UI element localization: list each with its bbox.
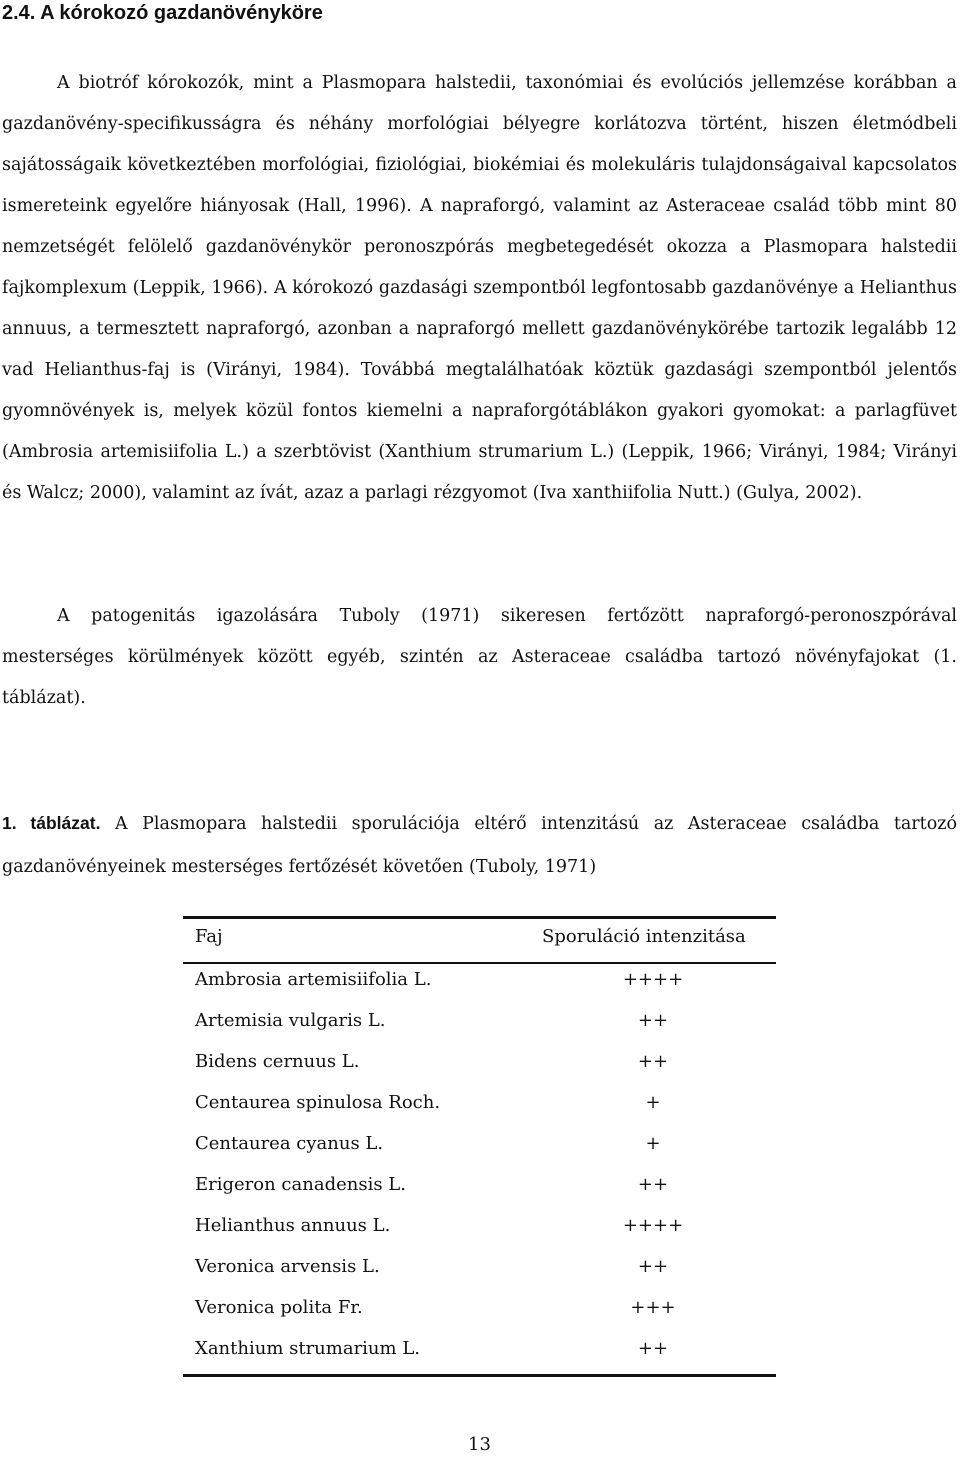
species-cell: Artemisia vulgaris L.	[195, 1010, 386, 1031]
sporulation-cell: ++	[637, 1051, 669, 1072]
sporulation-cell: ++	[637, 1010, 669, 1031]
table-header-sporulation: Sporuláció intenzitása	[542, 926, 746, 947]
page-number: 13	[468, 1434, 491, 1455]
table-header-rule	[183, 962, 776, 964]
table-bottom-rule	[183, 1374, 776, 1377]
species-cell: Erigeron canadensis L.	[195, 1174, 406, 1195]
table-header-species: Faj	[195, 926, 223, 947]
table-row	[0, 1006, 960, 1047]
sporulation-cell: +	[645, 1133, 661, 1154]
table-caption	[2, 802, 957, 889]
sporulation-cell: ++++	[622, 1215, 684, 1236]
species-cell: Veronica arvensis L.	[195, 1256, 380, 1277]
paragraph-pathogenicity: A patogenitás igazolására Tuboly (1971) sikeresen fertőzött napraforgó-peronoszpórával mesterséges körülmények között egyéb, szintén az Asteraceae családba tartozó növényfajokat (1. táblázat).	[2, 606, 957, 708]
table-row	[0, 1252, 960, 1293]
sporulation-cell: +++	[630, 1297, 676, 1318]
species-cell: Centaurea cyanus L.	[195, 1133, 384, 1154]
sporulation-cell: ++	[637, 1174, 669, 1195]
paragraph-host-range: A biotróf kórokozók, mint a Plasmopara halstedii, taxonómiai és evolúciós jellemzése korábban a gazdanövény-specifikusságra és néhány morfológiai bélyegre korlátozva történt, hiszen életmódbeli sajátosságaik következtében morfológiai, fiziológiai, biokémiai és molekuláris tulajdonságaival kapcsolatos ismereteink egyelőre hiányosak (Hall, 1996). A napraforgó, valamint az Asteraceae család több mint 80 nemzetségét felölelő gazdanövénykör peronoszpórás megbetegedését okozza a Plasmopara halstedii fajkomplexum (Leppik, 1966). A kórokozó gazdasági szempontból legfontosabb gazdanövénye a Helianthus annuus, a termesztett napraforgó, azonban a napraforgó mellett gazdanövénykörébe tartozik legalább 12 vad Helianthus-faj is (Virányi, 1984). Továbbá megtalálhatóak köztük gazdasági szempontból jelentős gyomnövények is, melyek közül fontos kiemelni a napraforgótáblákon gyakori gyomokat: a parlagfüvet (Ambrosia artemisiifolia L.) a szerbtövist (Xanthium strumarium L.) (Leppik, 1966; Virányi, 1984; Virányi és Walcz; 2000), valamint az ívát, azaz a parlagi rézgyomot (Iva xanthiifolia Nutt.) (Gulya, 2002).	[2, 73, 957, 503]
sporulation-cell: ++	[637, 1256, 669, 1277]
table-row	[0, 1170, 960, 1211]
sporulation-cell: +	[645, 1092, 661, 1113]
sporulation-cell: ++++	[622, 969, 684, 990]
table-row	[0, 1293, 960, 1334]
species-cell: Bidens cernuus L.	[195, 1051, 360, 1072]
table-row	[0, 1129, 960, 1170]
table-row	[0, 1211, 960, 1252]
table-top-rule	[183, 916, 776, 919]
species-cell: Ambrosia artemisiifolia L.	[195, 969, 432, 990]
table-row	[0, 1334, 960, 1375]
table-row	[0, 965, 960, 1006]
species-cell: Helianthus annuus L.	[195, 1215, 391, 1236]
species-cell: Xanthium strumarium L.	[195, 1338, 420, 1359]
table-row	[0, 1088, 960, 1129]
species-cell: Veronica polita Fr.	[195, 1297, 363, 1318]
table-caption-text: A Plasmopara halstedii sporulációja eltérő intenzitású az Asteraceae családba tartozó gazdanövényeinek mesterséges fertőzését követően (Tuboly, 1971)	[2, 814, 957, 877]
species-cell: Centaurea spinulosa Roch.	[195, 1092, 441, 1113]
table-row	[0, 1047, 960, 1088]
sporulation-cell: ++	[637, 1338, 669, 1359]
table-caption-label: 1. táblázat.	[2, 813, 101, 833]
section-heading: 2.4. A kórokozó gazdanövénykörе	[2, 2, 323, 24]
